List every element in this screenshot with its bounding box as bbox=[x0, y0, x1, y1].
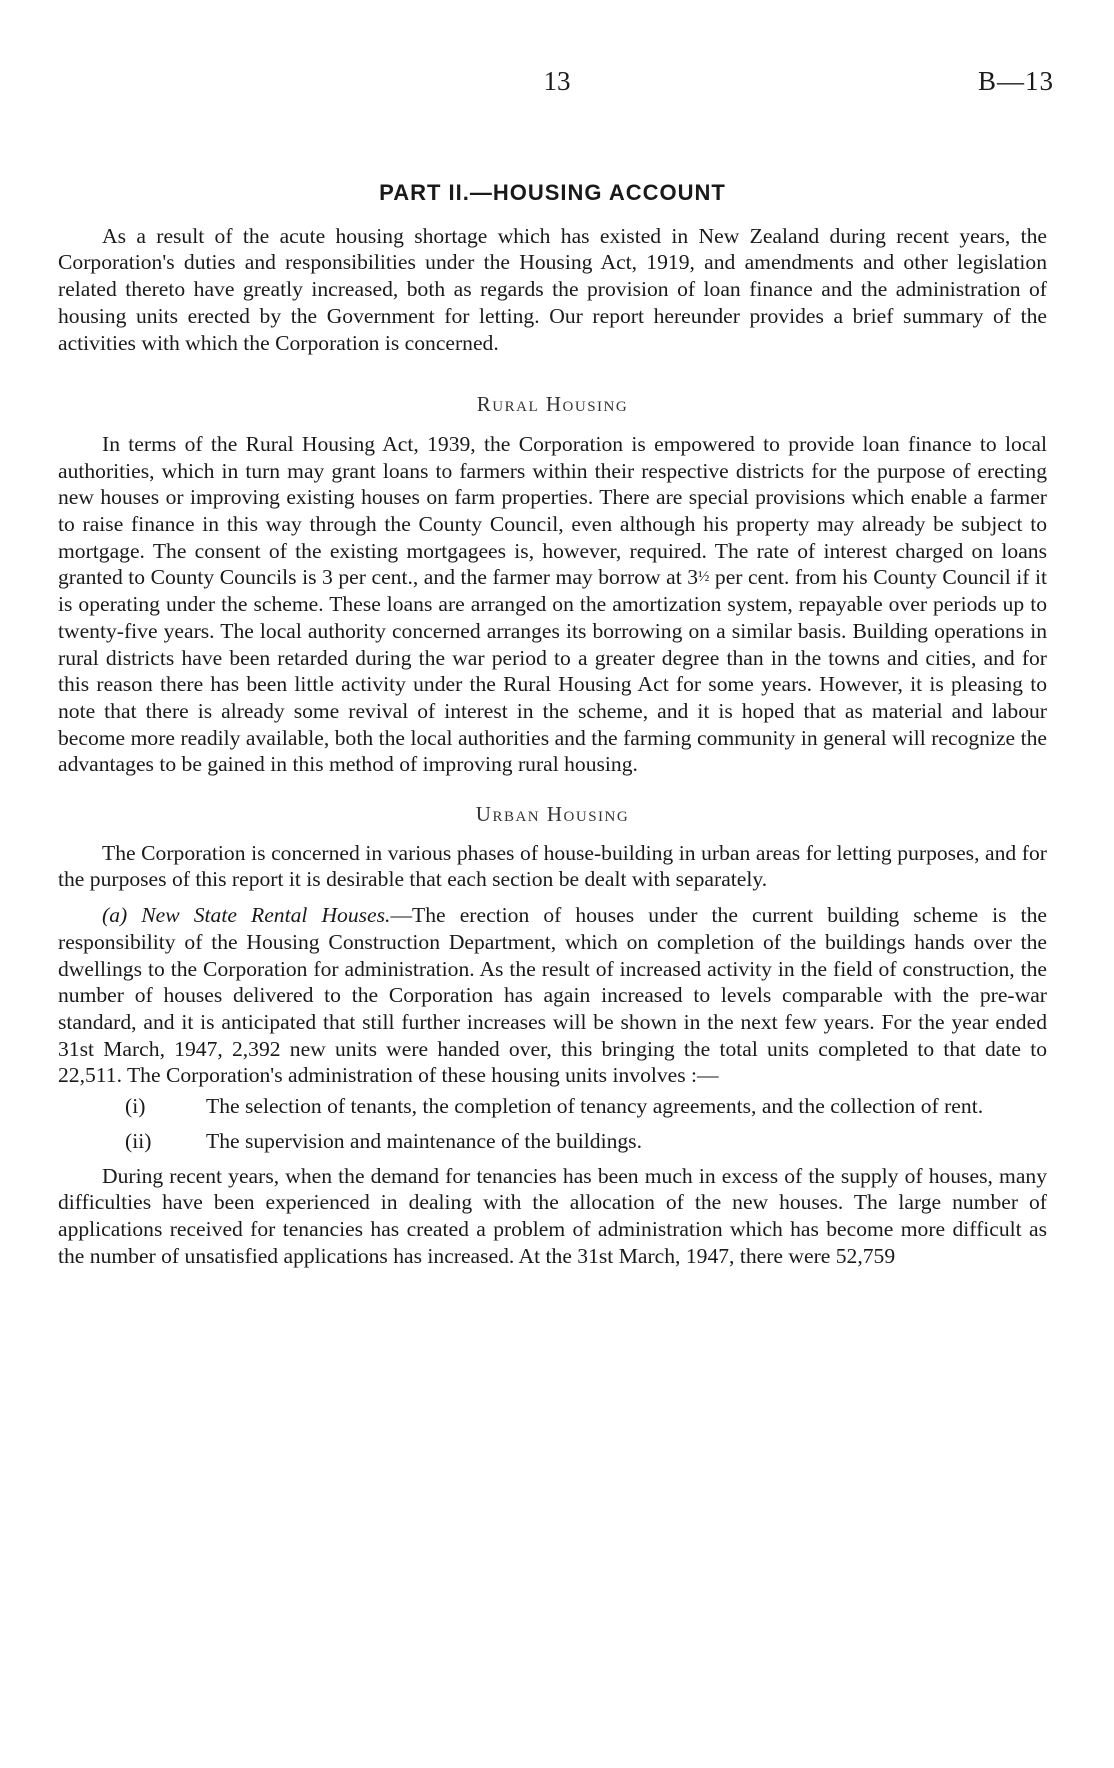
urban-housing-heading: Urban Housing bbox=[475, 802, 630, 827]
list-item bbox=[58, 1093, 1047, 1120]
intro-paragraph: As a result of the acute housing shortage which has existed in New Zealand during recent years, the Corporation's duties and responsibilities under the Housing Act, 1919, and amendments and other legislation related thereto have greatly increased, both as regards the provision of loan finance and the administration of housing units erected by the Government for letting. Our report hereunder provides a brief summary of the activities with which the Corporation is concerned. bbox=[58, 223, 1047, 355]
closing-paragraph: During recent years, when the demand for tenancies has been much in excess of the supply of houses, many difficulties have been experienced in dealing with the allocation of the new houses. The large number of applications received for tenancies has created a problem of administration which has become more difficult as the number of unsatisfied applications has increased. At the 31st March, 1947, there were 52,759 bbox=[58, 1163, 1047, 1268]
list-item-number: (ii) bbox=[125, 1128, 152, 1153]
part-title: PART II.—HOUSING ACCOUNT bbox=[379, 180, 726, 205]
urban-intro-paragraph: The Corporation is concerned in various phases of house-building in urban areas for letting purposes, and for the purposes of this report it is desirable that each section be dealt with separately. bbox=[58, 840, 1047, 892]
list-item-text: The supervision and maintenance of the buildings. bbox=[206, 1128, 642, 1153]
rural-paragraph-part2: per cent. from his County Council if it is operating under the scheme. These loans are arranged on the amortization system, repayable over periods up to twenty-five years. The local authority concerned arranges its borrowing on a similar basis. Building operations in rural districts have been retarded during the war period to a greater degree than in the towns and cities, and for this reason there has been little activity under the Rural Housing Act for some years. However, it is pleasing to note that there is already some revival of interest in the scheme, and it is hoped that as material and labour become more readily available, both the local authorities and the farming community in general will recognize the advantages to be gained in this method of improving rural housing. bbox=[58, 565, 1047, 777]
rural-housing-paragraph bbox=[58, 431, 1047, 778]
rural-fraction: ½ bbox=[698, 569, 710, 586]
list-item-text: The selection of tenants, the completion of tenancy agreements, and the collection of rent. bbox=[206, 1094, 984, 1119]
rural-housing-heading: Rural Housing bbox=[476, 392, 629, 417]
subsection-a-paragraph bbox=[58, 902, 1047, 1089]
page-header bbox=[60, 66, 1054, 106]
document-body bbox=[58, 180, 1047, 1269]
page-number: 13 bbox=[543, 66, 571, 96]
list-item-number: (i) bbox=[125, 1094, 146, 1119]
list-item bbox=[58, 1128, 1047, 1155]
subsection-a-label: (a) New State Rental Houses. bbox=[102, 903, 391, 928]
page-reference: B—13 bbox=[977, 66, 1054, 96]
subsection-a-text: —The erection of houses under the current building scheme is the responsibility of the Housing Construction Department, which on completion of the buildings hands over the dwellings to the Corporation for administration. As the result of increased activity in the field of construction, the number of houses delivered to the Corporation has again increased to levels comparable with the pre-war standard, and it is anticipated that still further increases will be shown in the next few years. For the year ended 31st March, 1947, 2,392 new units were handed over, this bringing the total units completed to that date to 22,511. The Corporation's administration of these housing units involves :— bbox=[58, 903, 1048, 1088]
rural-paragraph-part1: In terms of the Rural Housing Act, 1939, the Corporation is empowered to provide loan finance to local authorities, which in turn may grant loans to farmers within their respective districts for the purpose of erecting new houses or improving existing houses on farm properties. There are special provisions which enable a farmer to raise finance in this way through the County Council, even although his property may already be subject to mortgage. The consent of the existing mortgagees is, however, required. The rate of interest charged on loans granted to County Councils is 3 per cent., and the farmer may borrow at 3 bbox=[58, 431, 1047, 590]
